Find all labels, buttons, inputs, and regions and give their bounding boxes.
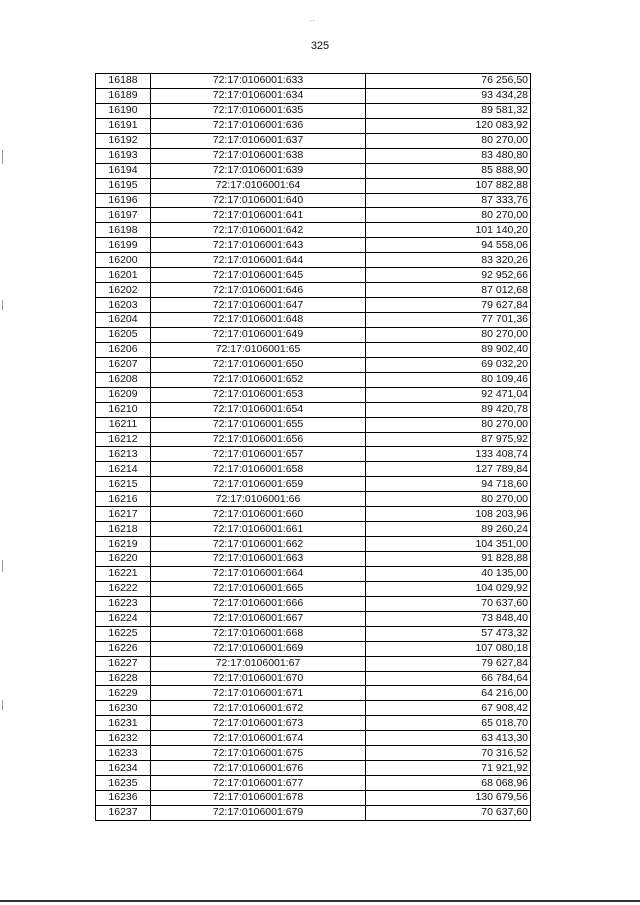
row-number-cell: 16226 <box>96 641 151 656</box>
value-cell: 63 413,30 <box>366 731 531 746</box>
scan-edge-mark <box>2 700 3 710</box>
cadastral-number-cell: 72:17:0106001:655 <box>151 417 366 432</box>
page-number: 325 <box>310 40 330 52</box>
table-row <box>96 268 531 283</box>
table-row <box>96 716 531 731</box>
row-number-cell: 16212 <box>96 432 151 447</box>
row-number-cell: 16205 <box>96 327 151 342</box>
row-number-cell: 16201 <box>96 268 151 283</box>
cadastral-number-cell: 72:17:0106001:64 <box>151 178 366 193</box>
table-row <box>96 656 531 671</box>
cadastral-number-cell: 72:17:0106001:676 <box>151 761 366 776</box>
cadastral-number-cell: 72:17:0106001:670 <box>151 671 366 686</box>
table-row <box>96 507 531 522</box>
value-cell: 70 637,60 <box>366 805 531 820</box>
value-cell: 79 627,84 <box>366 656 531 671</box>
row-number-cell: 16235 <box>96 776 151 791</box>
table-row <box>96 596 531 611</box>
value-cell: 104 029,92 <box>366 581 531 596</box>
row-number-cell: 16219 <box>96 537 151 552</box>
value-cell: 94 718,60 <box>366 477 531 492</box>
value-cell: 92 952,66 <box>366 268 531 283</box>
row-number-cell: 16189 <box>96 88 151 103</box>
value-cell: 83 480,80 <box>366 148 531 163</box>
table-row <box>96 402 531 417</box>
value-cell: 76 256,50 <box>366 74 531 89</box>
value-cell: 85 888,90 <box>366 163 531 178</box>
row-number-cell: 16237 <box>96 805 151 820</box>
table-row <box>96 313 531 328</box>
row-number-cell: 16193 <box>96 148 151 163</box>
cadastral-number-cell: 72:17:0106001:662 <box>151 537 366 552</box>
row-number-cell: 16206 <box>96 342 151 357</box>
row-number-cell: 16192 <box>96 133 151 148</box>
table-row <box>96 805 531 820</box>
value-cell: 87 012,68 <box>366 283 531 298</box>
cadastral-number-cell: 72:17:0106001:668 <box>151 626 366 641</box>
value-cell: 80 270,00 <box>366 492 531 507</box>
cadastral-number-cell: 72:17:0106001:65 <box>151 342 366 357</box>
cadastral-number-cell: 72:17:0106001:657 <box>151 447 366 462</box>
row-number-cell: 16191 <box>96 118 151 133</box>
row-number-cell: 16203 <box>96 298 151 313</box>
table-row <box>96 193 531 208</box>
row-number-cell: 16232 <box>96 731 151 746</box>
cadastral-number-cell: 72:17:0106001:677 <box>151 776 366 791</box>
row-number-cell: 16190 <box>96 103 151 118</box>
cadastral-number-cell: 72:17:0106001:658 <box>151 462 366 477</box>
bottom-divider <box>0 900 640 902</box>
cadastral-number-cell: 72:17:0106001:659 <box>151 477 366 492</box>
value-cell: 64 216,00 <box>366 686 531 701</box>
table-row <box>96 118 531 133</box>
cadastral-number-cell: 72:17:0106001:643 <box>151 238 366 253</box>
table-row <box>96 387 531 402</box>
table-row <box>96 746 531 761</box>
table-row <box>96 342 531 357</box>
row-number-cell: 16195 <box>96 178 151 193</box>
value-cell: 69 032,20 <box>366 357 531 372</box>
table-row <box>96 178 531 193</box>
scan-edge-mark <box>2 300 3 310</box>
cadastral-number-cell: 72:17:0106001:663 <box>151 552 366 567</box>
row-number-cell: 16223 <box>96 596 151 611</box>
row-number-cell: 16236 <box>96 791 151 806</box>
row-number-cell: 16220 <box>96 552 151 567</box>
table-row <box>96 522 531 537</box>
table-row <box>96 357 531 372</box>
table-row <box>96 731 531 746</box>
table-row <box>96 133 531 148</box>
table-row <box>96 372 531 387</box>
value-cell: 104 351,00 <box>366 537 531 552</box>
value-cell: 93 434,28 <box>366 88 531 103</box>
cadastral-number-cell: 72:17:0106001:633 <box>151 74 366 89</box>
table-row <box>96 626 531 641</box>
cadastral-number-cell: 72:17:0106001:674 <box>151 731 366 746</box>
table-row <box>96 641 531 656</box>
table-row <box>96 88 531 103</box>
cadastral-number-cell: 72:17:0106001:675 <box>151 746 366 761</box>
table-row <box>96 208 531 223</box>
cadastral-number-cell: 72:17:0106001:644 <box>151 253 366 268</box>
table-row <box>96 283 531 298</box>
value-cell: 101 140,20 <box>366 223 531 238</box>
value-cell: 92 471,04 <box>366 387 531 402</box>
table-row <box>96 163 531 178</box>
cadastral-number-cell: 72:17:0106001:678 <box>151 791 366 806</box>
row-number-cell: 16211 <box>96 417 151 432</box>
cadastral-number-cell: 72:17:0106001:671 <box>151 686 366 701</box>
row-number-cell: 16228 <box>96 671 151 686</box>
row-number-cell: 16209 <box>96 387 151 402</box>
table-row <box>96 776 531 791</box>
cadastral-number-cell: 72:17:0106001:67 <box>151 656 366 671</box>
value-cell: 89 420,78 <box>366 402 531 417</box>
value-cell: 127 789,84 <box>366 462 531 477</box>
value-cell: 80 270,00 <box>366 133 531 148</box>
table-row <box>96 671 531 686</box>
cadastral-number-cell: 72:17:0106001:656 <box>151 432 366 447</box>
row-number-cell: 16233 <box>96 746 151 761</box>
table-row <box>96 298 531 313</box>
row-number-cell: 16196 <box>96 193 151 208</box>
scan-edge-mark <box>2 150 3 164</box>
row-number-cell: 16234 <box>96 761 151 776</box>
row-number-cell: 16216 <box>96 492 151 507</box>
row-number-cell: 16221 <box>96 566 151 581</box>
value-cell: 107 080,18 <box>366 641 531 656</box>
cadastral-number-cell: 72:17:0106001:637 <box>151 133 366 148</box>
cadastral-number-cell: 72:17:0106001:649 <box>151 327 366 342</box>
row-number-cell: 16217 <box>96 507 151 522</box>
table-row <box>96 477 531 492</box>
value-cell: 87 975,92 <box>366 432 531 447</box>
cadastral-number-cell: 72:17:0106001:640 <box>151 193 366 208</box>
cadastral-number-cell: 72:17:0106001:638 <box>151 148 366 163</box>
value-cell: 89 260,24 <box>366 522 531 537</box>
value-cell: 133 408,74 <box>366 447 531 462</box>
table-row <box>96 417 531 432</box>
value-cell: 130 679,56 <box>366 791 531 806</box>
table-row <box>96 791 531 806</box>
top-mark: .. <box>310 14 315 23</box>
table-row <box>96 327 531 342</box>
cadastral-number-cell: 72:17:0106001:679 <box>151 805 366 820</box>
row-number-cell: 16199 <box>96 238 151 253</box>
table-row <box>96 552 531 567</box>
registry-table <box>95 73 531 821</box>
value-cell: 77 701,36 <box>366 313 531 328</box>
table-row <box>96 611 531 626</box>
table-row <box>96 103 531 118</box>
value-cell: 83 320,26 <box>366 253 531 268</box>
cadastral-number-cell: 72:17:0106001:634 <box>151 88 366 103</box>
cadastral-number-cell: 72:17:0106001:647 <box>151 298 366 313</box>
value-cell: 80 270,00 <box>366 327 531 342</box>
cadastral-number-cell: 72:17:0106001:650 <box>151 357 366 372</box>
row-number-cell: 16204 <box>96 313 151 328</box>
value-cell: 40 135,00 <box>366 566 531 581</box>
value-cell: 80 270,00 <box>366 417 531 432</box>
value-cell: 107 882,88 <box>366 178 531 193</box>
cadastral-number-cell: 72:17:0106001:661 <box>151 522 366 537</box>
row-number-cell: 16208 <box>96 372 151 387</box>
table-row <box>96 238 531 253</box>
value-cell: 71 921,92 <box>366 761 531 776</box>
cadastral-number-cell: 72:17:0106001:666 <box>151 596 366 611</box>
table-row <box>96 581 531 596</box>
value-cell: 65 018,70 <box>366 716 531 731</box>
cadastral-number-cell: 72:17:0106001:660 <box>151 507 366 522</box>
cadastral-number-cell: 72:17:0106001:642 <box>151 223 366 238</box>
cadastral-number-cell: 72:17:0106001:646 <box>151 283 366 298</box>
value-cell: 80 270,00 <box>366 208 531 223</box>
value-cell: 89 902,40 <box>366 342 531 357</box>
value-cell: 87 333,76 <box>366 193 531 208</box>
cadastral-number-cell: 72:17:0106001:669 <box>151 641 366 656</box>
row-number-cell: 16224 <box>96 611 151 626</box>
cadastral-number-cell: 72:17:0106001:636 <box>151 118 366 133</box>
value-cell: 67 908,42 <box>366 701 531 716</box>
row-number-cell: 16227 <box>96 656 151 671</box>
table-row <box>96 223 531 238</box>
table-row <box>96 686 531 701</box>
value-cell: 89 581,32 <box>366 103 531 118</box>
value-cell: 80 109,46 <box>366 372 531 387</box>
row-number-cell: 16194 <box>96 163 151 178</box>
row-number-cell: 16210 <box>96 402 151 417</box>
row-number-cell: 16213 <box>96 447 151 462</box>
row-number-cell: 16222 <box>96 581 151 596</box>
table-row <box>96 492 531 507</box>
row-number-cell: 16202 <box>96 283 151 298</box>
row-number-cell: 16229 <box>96 686 151 701</box>
row-number-cell: 16207 <box>96 357 151 372</box>
cadastral-number-cell: 72:17:0106001:641 <box>151 208 366 223</box>
table-row <box>96 253 531 268</box>
value-cell: 68 068,96 <box>366 776 531 791</box>
table-row <box>96 462 531 477</box>
row-number-cell: 16188 <box>96 74 151 89</box>
row-number-cell: 16214 <box>96 462 151 477</box>
value-cell: 79 627,84 <box>366 298 531 313</box>
cadastral-number-cell: 72:17:0106001:654 <box>151 402 366 417</box>
table-row <box>96 566 531 581</box>
row-number-cell: 16197 <box>96 208 151 223</box>
row-number-cell: 16215 <box>96 477 151 492</box>
value-cell: 91 828,88 <box>366 552 531 567</box>
cadastral-number-cell: 72:17:0106001:648 <box>151 313 366 328</box>
cadastral-number-cell: 72:17:0106001:635 <box>151 103 366 118</box>
table-row <box>96 432 531 447</box>
value-cell: 94 558,06 <box>366 238 531 253</box>
cadastral-number-cell: 72:17:0106001:672 <box>151 701 366 716</box>
cadastral-number-cell: 72:17:0106001:653 <box>151 387 366 402</box>
value-cell: 66 784,64 <box>366 671 531 686</box>
cadastral-number-cell: 72:17:0106001:667 <box>151 611 366 626</box>
row-number-cell: 16218 <box>96 522 151 537</box>
table-row <box>96 74 531 89</box>
cadastral-number-cell: 72:17:0106001:639 <box>151 163 366 178</box>
cadastral-number-cell: 72:17:0106001:665 <box>151 581 366 596</box>
table-row <box>96 148 531 163</box>
row-number-cell: 16200 <box>96 253 151 268</box>
row-number-cell: 16230 <box>96 701 151 716</box>
cadastral-number-cell: 72:17:0106001:652 <box>151 372 366 387</box>
value-cell: 73 848,40 <box>366 611 531 626</box>
value-cell: 70 637,60 <box>366 596 531 611</box>
table-row <box>96 701 531 716</box>
table-row <box>96 447 531 462</box>
value-cell: 57 473,32 <box>366 626 531 641</box>
cadastral-number-cell: 72:17:0106001:673 <box>151 716 366 731</box>
table-row <box>96 761 531 776</box>
row-number-cell: 16225 <box>96 626 151 641</box>
table-row <box>96 537 531 552</box>
value-cell: 70 316,52 <box>366 746 531 761</box>
value-cell: 108 203,96 <box>366 507 531 522</box>
cadastral-number-cell: 72:17:0106001:66 <box>151 492 366 507</box>
value-cell: 120 083,92 <box>366 118 531 133</box>
scan-edge-mark <box>2 560 3 572</box>
row-number-cell: 16231 <box>96 716 151 731</box>
registry-table-body <box>96 74 531 821</box>
row-number-cell: 16198 <box>96 223 151 238</box>
cadastral-number-cell: 72:17:0106001:664 <box>151 566 366 581</box>
cadastral-number-cell: 72:17:0106001:645 <box>151 268 366 283</box>
